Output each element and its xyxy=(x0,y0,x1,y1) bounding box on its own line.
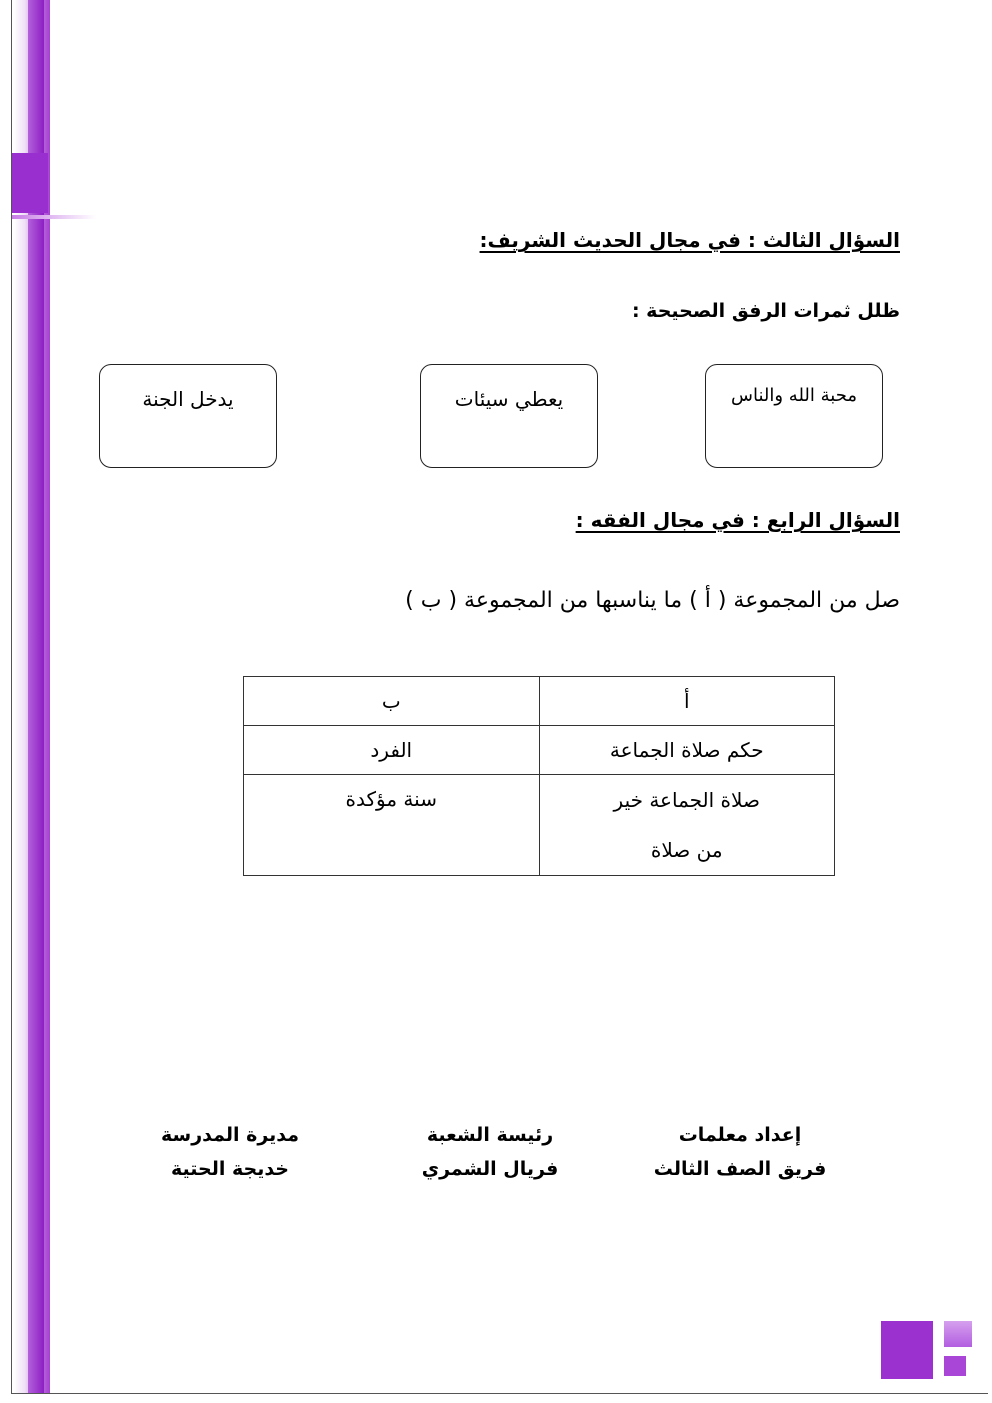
signature-preparers xyxy=(640,1118,840,1186)
signature-name: فريال الشمري xyxy=(421,1158,559,1180)
table-row xyxy=(244,775,835,876)
table-cell-b[interactable]: الفرد xyxy=(244,726,540,775)
corner-decoration-tiny xyxy=(944,1356,966,1376)
column-header-b: ب xyxy=(244,677,540,726)
matching-table xyxy=(243,676,835,876)
table-cell-a[interactable]: حكم صلاة الجماعة xyxy=(539,726,835,775)
column-header-a: أ xyxy=(539,677,835,726)
signature-title: إعداد معلمات xyxy=(678,1124,802,1146)
table-cell-a[interactable]: صلاة الجماعة خير من صلاة xyxy=(539,775,835,876)
answer-option-label: يعطي سيئات xyxy=(454,387,564,411)
signature-name: خديجة الحتية xyxy=(170,1158,289,1180)
decorative-square xyxy=(12,153,48,213)
corner-decoration-large xyxy=(881,1321,933,1379)
answer-option-1[interactable] xyxy=(705,364,883,468)
signature-principal xyxy=(130,1118,330,1186)
signature-title: مديرة المدرسة xyxy=(160,1124,300,1146)
question4-heading: السؤال الرابع : في مجال الفقه : xyxy=(575,508,900,532)
question3-instruction: ظلل ثمرات الرفق الصحيحة : xyxy=(631,300,900,322)
question3-heading: السؤال الثالث : في مجال الحديث الشريف: xyxy=(479,228,900,252)
table-cell-b[interactable]: سنة مؤكدة xyxy=(244,775,540,876)
table-row xyxy=(244,726,835,775)
answer-option-label: محبة الله والناس xyxy=(731,385,857,406)
corner-decoration-small xyxy=(944,1321,972,1347)
table-header-row xyxy=(244,677,835,726)
signature-department-head xyxy=(390,1118,590,1186)
signature-name: فريق الصف الثالث xyxy=(653,1158,827,1180)
answer-option-2[interactable] xyxy=(420,364,598,468)
decorative-tab xyxy=(12,215,96,219)
answer-option-3[interactable] xyxy=(99,364,277,468)
signature-title: رئيسة الشعبة xyxy=(426,1124,554,1146)
question4-instruction: صل من المجموعة ( أ ) ما يناسبها من المجموعة ( ب ) xyxy=(405,588,900,613)
answer-option-label: يدخل الجنة xyxy=(142,387,234,411)
